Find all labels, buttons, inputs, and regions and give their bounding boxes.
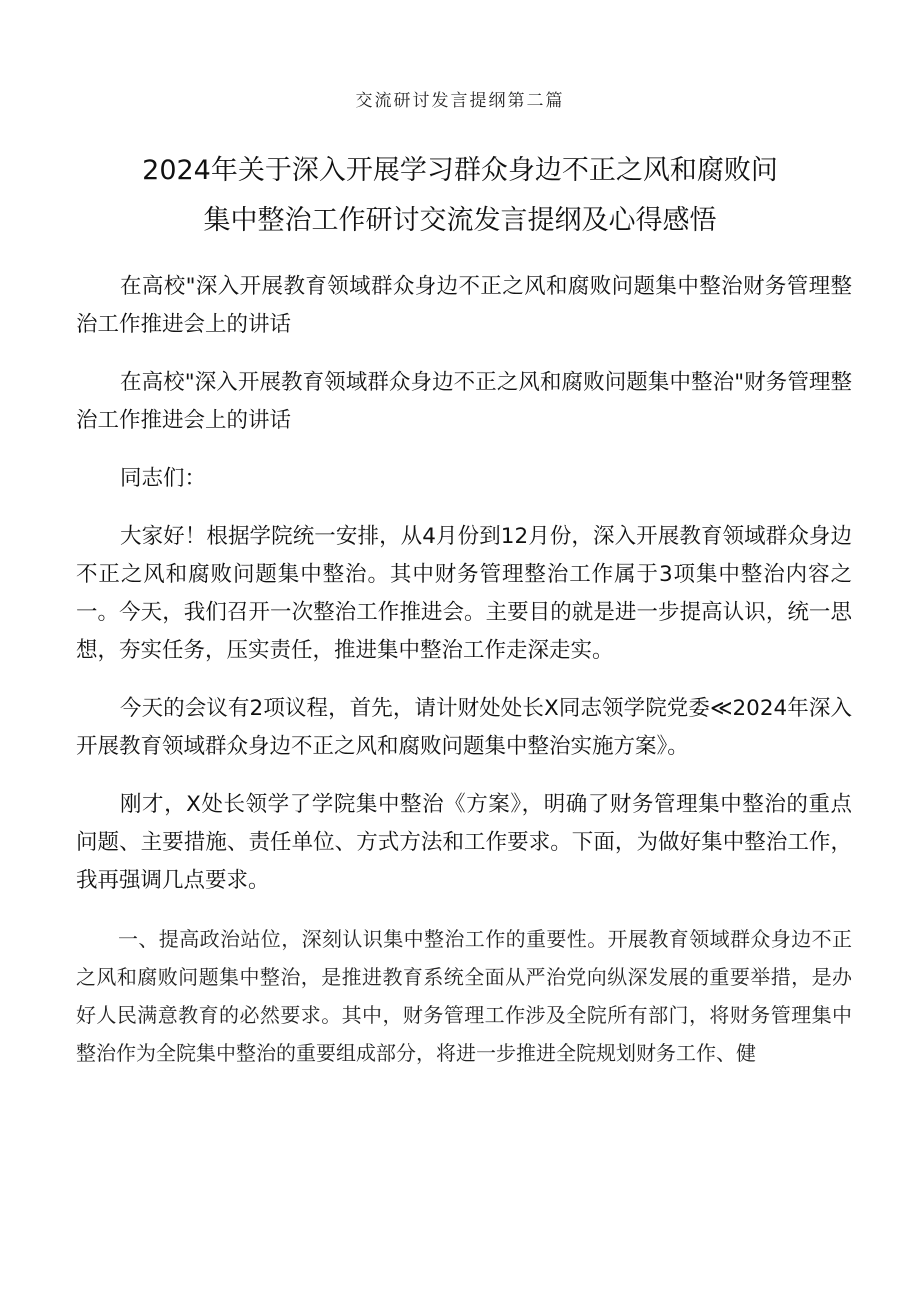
title-line-2: 集中整治工作研讨交流发言提纲及心得感悟	[203, 205, 717, 236]
paragraph: 大家好！根据学院统一安排，从4月份到12月份，深入开展教育领域群众身边不正之风和腐败问题集中整治。其中财务管理整治工作属于3项集中整治内容之一。今天，我们召开一次整治工作推进会。主要目的就是进一步提高认识，统一思想，夯实任务，压实责任，推进集中整治工作走深走实。	[76, 524, 852, 663]
document-body	[76, 268, 852, 1092]
paragraph: 在高校"深入开展教育领域群众身边不正之风和腐败问题集中整治"财务管理整治工作推进会上的讲话	[76, 370, 852, 433]
document-header: 交流研讨发言提纲第二篇	[355, 91, 565, 111]
paragraph: 今天的会议有2项议程，首先，请计财处处长X同志领学院党委≪2024年深入开展教育领域群众身边不正之风和腐败问题集中整治实施方案》。	[76, 696, 852, 759]
paragraph: 一、提高政治站位，深刻认识集中整治工作的重要性。开展教育领域群众身边不正之风和腐败问题集中整治，是推进教育系统全面从严治党向纵深发展的重要举措，是办好人民满意教育的必然要求。其中，财务管理工作涉及全院所有部门，将财务管理集中整治作为全院集中整治的重要组成部分，将进一步推进全院规划财务工作、健	[76, 927, 852, 1065]
document-title	[0, 146, 920, 246]
paragraph: 同志们：	[120, 466, 207, 491]
title-line-1: 2024年关于深入开展学习群众身边不正之风和腐败问	[142, 155, 778, 186]
paragraph: 在高校"深入开展教育领域群众身边不正之风和腐败问题集中整治财务管理整治工作推进会上的讲话	[76, 274, 852, 337]
paragraph: 刚才，X处长领学了学院集中整治《方案》，明确了财务管理集中整治的重点问题、主要措施、责任单位、方式方法和工作要求。下面，为做好集中整治工作，我再强调几点要求。	[76, 792, 852, 893]
